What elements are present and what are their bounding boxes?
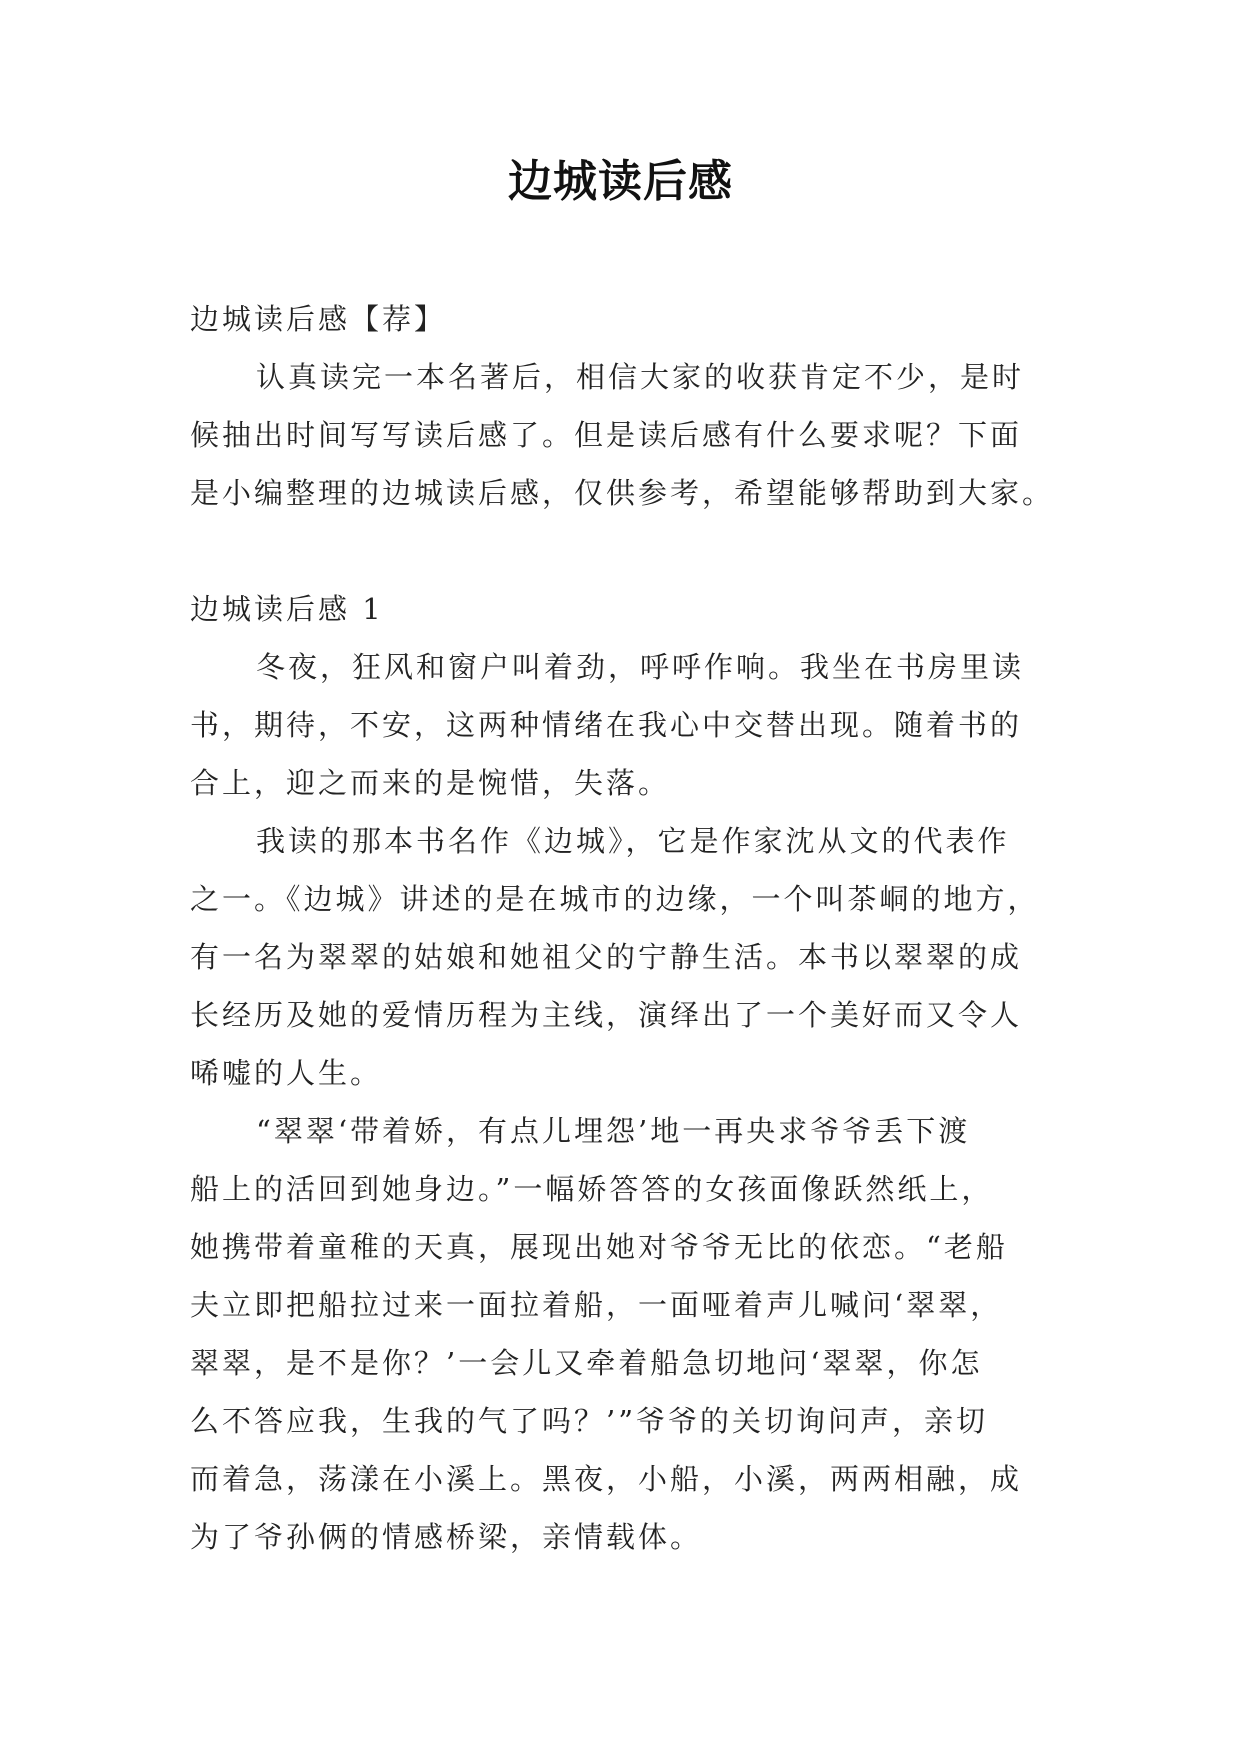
paragraph-3-line: 夫立即把船拉过来一面拉着船，一面哑着声儿喊问‘翠翠， — [190, 1288, 1003, 1322]
paragraph-2-line: 之一。《边城》讲述的是在城市的边缘，一个叫茶峒的地方， — [190, 882, 1040, 916]
document-body — [190, 290, 1060, 1566]
paragraph-3-line: 么不答应我，生我的气了吗？’”爷爷的关切询问声，亲切 — [190, 1404, 989, 1438]
section-heading: 边城读后感 1 — [190, 592, 384, 626]
paragraph-2-line: 唏嘘的人生。 — [190, 1056, 383, 1090]
paragraph-1-line: 书，期待，不安，这两种情绪在我心中交替出现。随着书的 — [190, 708, 1023, 742]
paragraph-1-line: 冬夜，狂风和窗户叫着劲，呼呼作响。我坐在书房里读 — [256, 650, 1025, 684]
subtitle: 边城读后感【荐】 — [190, 302, 447, 336]
paragraph-2-line: 有一名为翠翠的姑娘和她祖父的宁静生活。本书以翠翠的成 — [190, 940, 1023, 974]
paragraph-3-line: “翠翠‘带着娇，有点儿埋怨’地一再央求爷爷丢下渡 — [256, 1114, 971, 1148]
paragraph-2-line: 我读的那本书名作《边城》，它是作家沈从文的代表作 — [256, 824, 1010, 858]
paragraph-2-line: 长经历及她的爱情历程为主线，演绎出了一个美好而又令人 — [190, 998, 1023, 1032]
page-title: 边城读后感 — [508, 156, 733, 207]
paragraph-gap — [190, 522, 1060, 580]
paragraph-3-line: 她携带着童稚的天真，展现出她对爷爷无比的依恋。“老船 — [190, 1230, 1008, 1264]
intro-line: 候抽出时间写写读后感了。但是读后感有什么要求呢？下面 — [190, 418, 1023, 452]
intro-line: 是小编整理的边城读后感，仅供参考，希望能够帮助到大家。 — [190, 476, 1055, 510]
paragraph-1-line: 合上，迎之而来的是惋惜，失落。 — [190, 766, 671, 800]
paragraph-3-line: 船上的活回到她身边。”一幅娇答答的女孩面像跃然纸上， — [190, 1172, 994, 1206]
paragraph-3-line: 翠翠，是不是你？’一会儿又牵着船急切地问‘翠翠，你怎 — [190, 1346, 983, 1380]
paragraph-3-line: 为了爷孙俩的情感桥梁，亲情载体。 — [190, 1520, 703, 1554]
paragraph-3-line: 而着急，荡漾在小溪上。黑夜，小船，小溪，两两相融，成 — [190, 1462, 1023, 1496]
intro-line: 认真读完一本名著后，相信大家的收获肯定不少，是时 — [256, 360, 1025, 394]
